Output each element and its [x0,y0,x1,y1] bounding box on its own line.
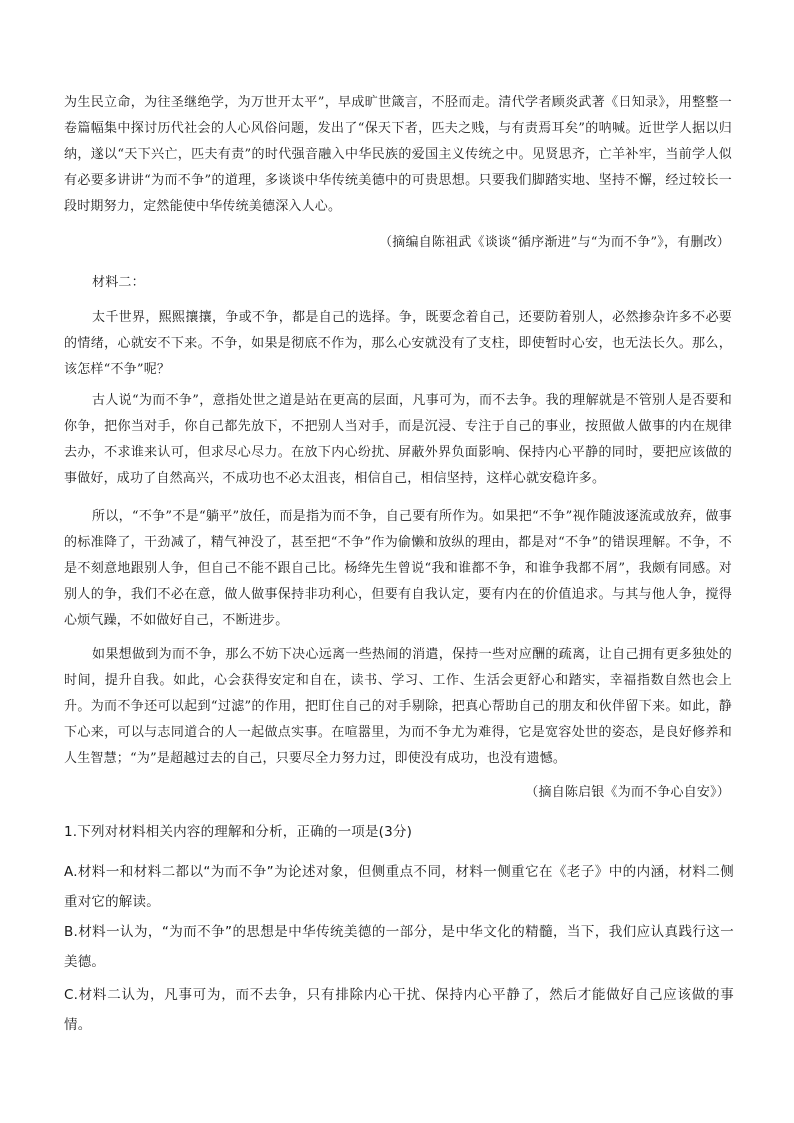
material2-source: （摘自陈启银《为而不争心自安》） [525,785,730,800]
question-stem: 1.下列对材料相关内容的理解和分析，正确的一项是(3分) [64,824,413,840]
option-b: B.材料一认为，“为而不争”的思想是中华传统美德的一部分，是中华文化的精髓，当下，我们应认真践行这一美德。 [64,924,734,970]
material2-paragraph-4: 如果想做到为而不争，那么不妨下决心远离一些热闹的消遣，保持一些对应酬的疏离，让自己拥有更多独处的时间，提升自我。如此，心会获得安定和自在，读书、学习、工作、生活会更舒心和踏实，幸福指数自然也会上升。为而不争还可以起到“过滤”的作用，把盯住自己的对手剔除，把真心帮助自己的朋友和伙伴留下来。如此，静下心来，可以与志同道合的人一起做点实事。在喧嚣里，为而不争尤为难得，它是宽容处世的姿态，是良好修养和人生智慧；“为”是超越过去的自己，只要尽全力努力过，即使没有成功，也没有遗憾。 [64,647,732,766]
material1-source: （摘编自陈祖武《谈谈“循序渐进”与“为而不争”》，有删改） [379,235,730,250]
material2-heading: 材料二： [92,275,145,290]
option-c: C.材料二认为，凡事可为，而不去争，只有排除内心干扰、保持内心平静了，然后才能做好自己应该做的事情。 [64,987,734,1033]
material2-paragraph-3: 所以，“不争”不是“躺平”放任，而是指为而不争，自己要有所作为。如果把“不争”视作随波逐流或放弃，做事的标准降了，干劲减了，精气神没了，甚至把“不争”作为偷懒和放纵的理由，都是对“不争”的错误理解。不争，不是不刻意地跟别人争，但自己不能不跟自己比。杨绛先生曾说“我和谁都不争，和谁争我都不屑”，我颇有同感。对别人的争，我们不必在意，做人做事保持非功利心，但要有自我认定，要有内在的价值追求。与其与他人争，搅得心烦气躁，不如做好自己，不断进步。 [64,509,732,628]
material2-paragraph-2: 古人说“为而不争”，意指处世之道是站在更高的层面，凡事可为，而不去争。我的理解就是不管别人是否要和你争，把你当对手，你自己都先放下，不把别人当对手，而是沉浸、专注于自己的事业，按照做人做事的内在规律去办，不求谁来认可，但求尽心尽力。在放下内心纷扰、屏蔽外界负面影响、保持内心平静的同时，要把应该做的事做好，成功了自然高兴，不成功也不必太沮丧，相信自己，相信坚持，这样心就安稳许多。 [64,393,732,486]
material2-paragraph-1: 太千世界，熙熙攘攘，争或不争，都是自己的选择。争，既要念着自己，还要防着别人，必然掺杂许多不必要的情绪，心就安不下来。不争，如果是彻底不作为，那么心安就没有了支柱，即使暂时心安，也无法长久。那么，该怎样“不争”呢？ [64,310,732,377]
option-a: A.材料一和材料二都以“为而不争”为论述对象，但侧重点不同，材料一侧重它在《老子》中的内涵，材料二侧重对它的解读。 [64,864,734,910]
material1-continuation: 为生民立命，为往圣继绝学，为万世开太平”，早成旷世箴言，不胫而走。清代学者顾炎武著《日知录》，用整整一卷篇幅集中探讨历代社会的人心风俗问题，发出了“保天下者，匹夫之贱，与有责焉耳矣”的呐喊。近世学人据以归纳，遂以“天下兴亡，匹夫有责”的时代强音融入中华民族的爱国主义传统之中。见贤思齐，亡羊补牢，当前学人似有必要多讲讲“为而不争”的道理，多谈谈中华传统美德中的可贵思想。只要我们脚踏实地、坚持不懈，经过较长一段时期努力，定然能使中华传统美德深入人心。 [64,95,732,214]
